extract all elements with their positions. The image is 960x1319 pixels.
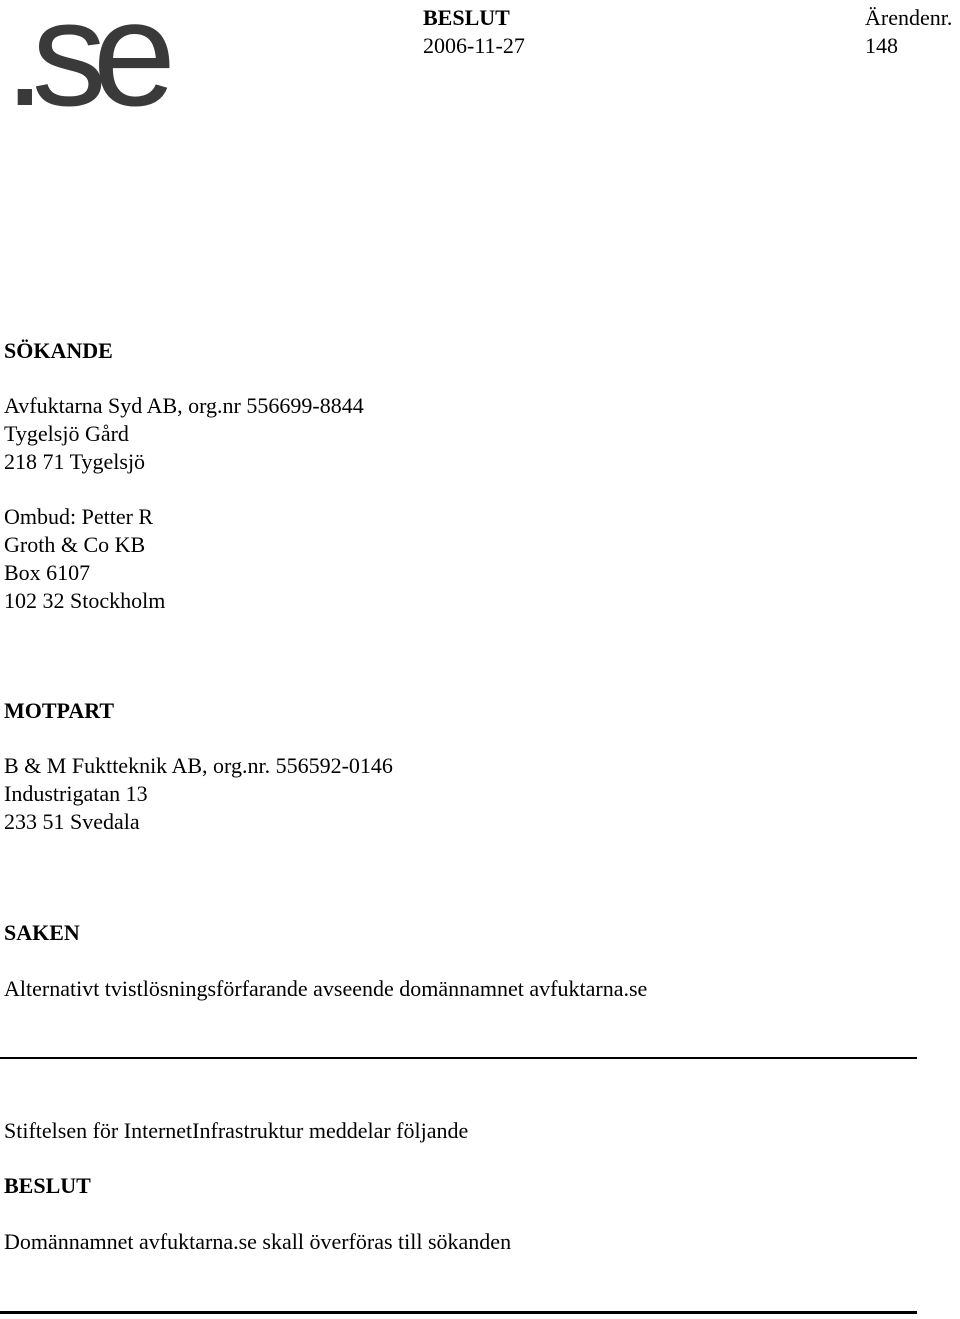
counterparty-line: B & M Fuktteknik AB, org.nr. 556592-0146 xyxy=(4,753,393,778)
applicant-heading: SÖKANDE xyxy=(4,338,113,363)
counterparty-line: 233 51 Svedala xyxy=(4,809,140,834)
representative-line: 102 32 Stockholm xyxy=(4,588,166,613)
representative-address xyxy=(4,503,165,615)
case-number: 148 xyxy=(865,33,898,58)
decision-text: Domännamnet avfuktarna.se skall överföras till sökanden xyxy=(4,1229,512,1254)
doc-type: BESLUT xyxy=(423,5,510,30)
counterparty-heading: MOTPART xyxy=(4,698,115,723)
header-doc-info xyxy=(423,4,525,60)
announcement-block xyxy=(4,1117,468,1145)
decision-heading: BESLUT xyxy=(4,1173,91,1198)
divider-rule xyxy=(0,1057,917,1059)
counterparty-address xyxy=(4,752,393,836)
representative-line: Box 6107 xyxy=(4,560,91,585)
se-logo: .se xyxy=(4,0,163,137)
doc-date: 2006-11-27 xyxy=(423,33,525,58)
matter-heading-block xyxy=(4,919,80,947)
applicant-heading-block xyxy=(4,337,113,365)
header-case-info xyxy=(865,4,952,60)
announcement-text: Stiftelsen för InternetInfrastruktur meddelar följande xyxy=(4,1118,469,1143)
matter-text-block xyxy=(4,975,647,1003)
representative-line: Ombud: Petter R xyxy=(4,504,154,529)
decision-text-block xyxy=(4,1228,511,1256)
counterparty-heading-block xyxy=(4,697,114,725)
applicant-line: Avfuktarna Syd AB, org.nr 556699-8844 xyxy=(4,393,364,418)
representative-line: Groth & Co KB xyxy=(4,532,146,557)
bottom-rule xyxy=(0,1311,917,1314)
decision-heading-block xyxy=(4,1172,91,1200)
matter-heading: SAKEN xyxy=(4,920,80,945)
applicant-address xyxy=(4,392,364,476)
matter-text: Alternativt tvistlösningsförfarande avseende domännamnet avfuktarna.se xyxy=(4,976,648,1001)
counterparty-line: Industrigatan 13 xyxy=(4,781,148,806)
case-label: Ärendenr. xyxy=(865,5,953,30)
applicant-line: Tygelsjö Gård xyxy=(4,421,129,446)
applicant-line: 218 71 Tygelsjö xyxy=(4,449,146,474)
